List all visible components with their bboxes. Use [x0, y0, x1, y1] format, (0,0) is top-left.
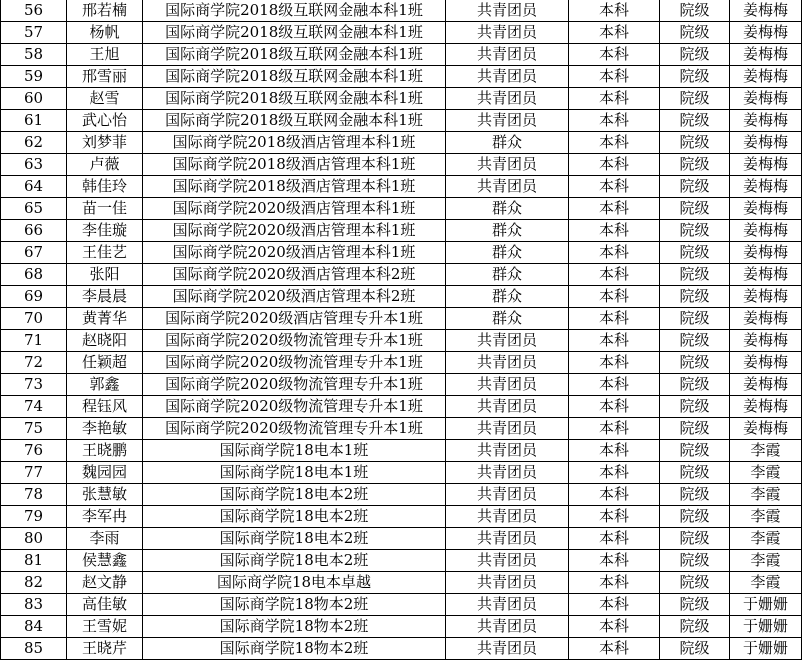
table-row — [1, 594, 802, 616]
student-name-cell: 刘梦菲 — [67, 132, 143, 154]
row-number-cell: 71 — [1, 330, 67, 352]
political-status-cell: 共青团员 — [446, 550, 569, 572]
student-name-cell: 邢若楠 — [67, 0, 143, 22]
political-status-cell: 共青团员 — [446, 440, 569, 462]
class-name-cell: 国际商学院18物本2班 — [143, 638, 446, 660]
education-level-cell: 本科 — [569, 396, 660, 418]
instructor-name-cell: 李霞 — [730, 528, 802, 550]
class-name-cell: 国际商学院2018级酒店管理本科1班 — [143, 132, 446, 154]
award-level-cell: 院级 — [660, 440, 730, 462]
political-status-cell: 共青团员 — [446, 154, 569, 176]
education-level-cell: 本科 — [569, 484, 660, 506]
instructor-name-cell: 姜梅梅 — [730, 220, 802, 242]
table-row — [1, 176, 802, 198]
political-status-cell: 群众 — [446, 308, 569, 330]
student-name-cell: 黄菁华 — [67, 308, 143, 330]
education-level-cell: 本科 — [569, 242, 660, 264]
class-name-cell: 国际商学院2018级互联网金融本科1班 — [143, 88, 446, 110]
row-number-cell: 72 — [1, 352, 67, 374]
row-number-cell: 83 — [1, 594, 67, 616]
instructor-name-cell: 姜梅梅 — [730, 22, 802, 44]
instructor-name-cell: 姜梅梅 — [730, 88, 802, 110]
education-level-cell: 本科 — [569, 132, 660, 154]
political-status-cell: 共青团员 — [446, 0, 569, 22]
student-name-cell: 程钰风 — [67, 396, 143, 418]
class-name-cell: 国际商学院18电本2班 — [143, 528, 446, 550]
political-status-cell: 群众 — [446, 220, 569, 242]
instructor-name-cell: 姜梅梅 — [730, 110, 802, 132]
political-status-cell: 共青团员 — [446, 110, 569, 132]
table-row — [1, 88, 802, 110]
political-status-cell: 群众 — [446, 242, 569, 264]
political-status-cell: 群众 — [446, 264, 569, 286]
education-level-cell: 本科 — [569, 22, 660, 44]
table-row — [1, 572, 802, 594]
education-level-cell: 本科 — [569, 286, 660, 308]
class-name-cell: 国际商学院2018级酒店管理本科1班 — [143, 176, 446, 198]
education-level-cell: 本科 — [569, 462, 660, 484]
award-level-cell: 院级 — [660, 88, 730, 110]
row-number-cell: 62 — [1, 132, 67, 154]
instructor-name-cell: 姜梅梅 — [730, 66, 802, 88]
row-number-cell: 60 — [1, 88, 67, 110]
education-level-cell: 本科 — [569, 616, 660, 638]
row-number-cell: 69 — [1, 286, 67, 308]
row-number-cell: 59 — [1, 66, 67, 88]
education-level-cell: 本科 — [569, 330, 660, 352]
political-status-cell: 共青团员 — [446, 66, 569, 88]
table-row — [1, 198, 802, 220]
student-name-cell: 侯慧鑫 — [67, 550, 143, 572]
political-status-cell: 共青团员 — [446, 528, 569, 550]
student-name-cell: 高佳敏 — [67, 594, 143, 616]
row-number-cell: 67 — [1, 242, 67, 264]
class-name-cell: 国际商学院2020级物流管理专升本1班 — [143, 330, 446, 352]
student-name-cell: 邢雪丽 — [67, 66, 143, 88]
award-level-cell: 院级 — [660, 44, 730, 66]
award-level-cell: 院级 — [660, 550, 730, 572]
table-row — [1, 44, 802, 66]
award-level-cell: 院级 — [660, 308, 730, 330]
class-name-cell: 国际商学院18电本1班 — [143, 462, 446, 484]
student-name-cell: 王晓鹏 — [67, 440, 143, 462]
table-row — [1, 132, 802, 154]
education-level-cell: 本科 — [569, 418, 660, 440]
instructor-name-cell: 李霞 — [730, 572, 802, 594]
student-name-cell: 杨帆 — [67, 22, 143, 44]
instructor-name-cell: 李霞 — [730, 440, 802, 462]
political-status-cell: 共青团员 — [446, 374, 569, 396]
student-name-cell: 任颖超 — [67, 352, 143, 374]
row-number-cell: 65 — [1, 198, 67, 220]
instructor-name-cell: 李霞 — [730, 550, 802, 572]
award-level-cell: 院级 — [660, 396, 730, 418]
row-number-cell: 63 — [1, 154, 67, 176]
award-level-cell: 院级 — [660, 132, 730, 154]
political-status-cell: 共青团员 — [446, 22, 569, 44]
class-name-cell: 国际商学院2020级酒店管理本科1班 — [143, 242, 446, 264]
student-name-cell: 张慧敏 — [67, 484, 143, 506]
class-name-cell: 国际商学院18电本1班 — [143, 440, 446, 462]
instructor-name-cell: 姜梅梅 — [730, 374, 802, 396]
instructor-name-cell: 姜梅梅 — [730, 396, 802, 418]
education-level-cell: 本科 — [569, 506, 660, 528]
education-level-cell: 本科 — [569, 176, 660, 198]
table-row — [1, 22, 802, 44]
education-level-cell: 本科 — [569, 66, 660, 88]
table-row — [1, 110, 802, 132]
class-name-cell: 国际商学院18物本2班 — [143, 616, 446, 638]
row-number-cell: 61 — [1, 110, 67, 132]
education-level-cell: 本科 — [569, 352, 660, 374]
education-level-cell: 本科 — [569, 154, 660, 176]
political-status-cell: 共青团员 — [446, 418, 569, 440]
student-name-cell: 李佳璇 — [67, 220, 143, 242]
award-level-cell: 院级 — [660, 616, 730, 638]
row-number-cell: 76 — [1, 440, 67, 462]
award-level-cell: 院级 — [660, 462, 730, 484]
row-number-cell: 73 — [1, 374, 67, 396]
table-row — [1, 440, 802, 462]
class-name-cell: 国际商学院2018级酒店管理本科1班 — [143, 154, 446, 176]
student-name-cell: 王佳艺 — [67, 242, 143, 264]
table-row — [1, 418, 802, 440]
award-level-cell: 院级 — [660, 506, 730, 528]
award-level-cell: 院级 — [660, 572, 730, 594]
student-name-cell: 武心怡 — [67, 110, 143, 132]
education-level-cell: 本科 — [569, 264, 660, 286]
table-row — [1, 264, 802, 286]
student-name-cell: 王旭 — [67, 44, 143, 66]
political-status-cell: 共青团员 — [446, 44, 569, 66]
row-number-cell: 56 — [1, 0, 67, 22]
class-name-cell: 国际商学院2018级互联网金融本科1班 — [143, 110, 446, 132]
award-level-cell: 院级 — [660, 22, 730, 44]
award-level-cell: 院级 — [660, 0, 730, 22]
instructor-name-cell: 于姗姗 — [730, 594, 802, 616]
row-number-cell: 66 — [1, 220, 67, 242]
table-row — [1, 374, 802, 396]
student-name-cell: 王晓芹 — [67, 638, 143, 660]
instructor-name-cell: 姜梅梅 — [730, 418, 802, 440]
award-level-cell: 院级 — [660, 528, 730, 550]
table-row — [1, 484, 802, 506]
table-row — [1, 242, 802, 264]
row-number-cell: 64 — [1, 176, 67, 198]
instructor-name-cell: 姜梅梅 — [730, 264, 802, 286]
row-number-cell: 58 — [1, 44, 67, 66]
political-status-cell: 共青团员 — [446, 330, 569, 352]
row-number-cell: 81 — [1, 550, 67, 572]
row-number-cell: 57 — [1, 22, 67, 44]
student-name-cell: 郭鑫 — [67, 374, 143, 396]
education-level-cell: 本科 — [569, 220, 660, 242]
student-name-cell: 赵文静 — [67, 572, 143, 594]
class-name-cell: 国际商学院2020级物流管理专升本1班 — [143, 418, 446, 440]
instructor-name-cell: 姜梅梅 — [730, 308, 802, 330]
table-row — [1, 220, 802, 242]
instructor-name-cell: 李霞 — [730, 484, 802, 506]
student-name-cell: 王雪妮 — [67, 616, 143, 638]
award-level-cell: 院级 — [660, 66, 730, 88]
class-name-cell: 国际商学院2020级酒店管理本科1班 — [143, 220, 446, 242]
class-name-cell: 国际商学院18电本2班 — [143, 506, 446, 528]
table-row — [1, 616, 802, 638]
row-number-cell: 74 — [1, 396, 67, 418]
political-status-cell: 群众 — [446, 198, 569, 220]
education-level-cell: 本科 — [569, 198, 660, 220]
award-level-cell: 院级 — [660, 176, 730, 198]
row-number-cell: 82 — [1, 572, 67, 594]
class-name-cell: 国际商学院18电本卓越 — [143, 572, 446, 594]
award-level-cell: 院级 — [660, 374, 730, 396]
row-number-cell: 79 — [1, 506, 67, 528]
instructor-name-cell: 姜梅梅 — [730, 154, 802, 176]
award-level-cell: 院级 — [660, 220, 730, 242]
class-name-cell: 国际商学院2020级物流管理专升本1班 — [143, 374, 446, 396]
class-name-cell: 国际商学院2020级酒店管理本科2班 — [143, 286, 446, 308]
table-row — [1, 154, 802, 176]
class-name-cell: 国际商学院2020级酒店管理本科1班 — [143, 198, 446, 220]
class-name-cell: 国际商学院2018级互联网金融本科1班 — [143, 22, 446, 44]
instructor-name-cell: 姜梅梅 — [730, 330, 802, 352]
political-status-cell: 共青团员 — [446, 176, 569, 198]
student-name-cell: 李军冉 — [67, 506, 143, 528]
award-level-cell: 院级 — [660, 418, 730, 440]
instructor-name-cell: 姜梅梅 — [730, 176, 802, 198]
award-level-cell: 院级 — [660, 286, 730, 308]
student-name-cell: 魏园园 — [67, 462, 143, 484]
table-row — [1, 286, 802, 308]
education-level-cell: 本科 — [569, 594, 660, 616]
instructor-name-cell: 姜梅梅 — [730, 352, 802, 374]
table-row — [1, 0, 802, 22]
class-name-cell: 国际商学院2020级物流管理专升本1班 — [143, 396, 446, 418]
table-row — [1, 506, 802, 528]
student-name-cell: 赵雪 — [67, 88, 143, 110]
award-level-cell: 院级 — [660, 638, 730, 660]
student-name-cell: 苗一佳 — [67, 198, 143, 220]
political-status-cell: 群众 — [446, 286, 569, 308]
class-name-cell: 国际商学院18物本2班 — [143, 594, 446, 616]
class-name-cell: 国际商学院2020级酒店管理本科2班 — [143, 264, 446, 286]
political-status-cell: 群众 — [446, 132, 569, 154]
instructor-name-cell: 姜梅梅 — [730, 132, 802, 154]
table-row — [1, 330, 802, 352]
political-status-cell: 共青团员 — [446, 352, 569, 374]
table-row — [1, 550, 802, 572]
instructor-name-cell: 姜梅梅 — [730, 286, 802, 308]
table-body — [1, 0, 802, 660]
class-name-cell: 国际商学院18电本2班 — [143, 550, 446, 572]
row-number-cell: 78 — [1, 484, 67, 506]
education-level-cell: 本科 — [569, 308, 660, 330]
education-level-cell: 本科 — [569, 374, 660, 396]
class-name-cell: 国际商学院2018级互联网金融本科1班 — [143, 44, 446, 66]
instructor-name-cell: 李霞 — [730, 506, 802, 528]
row-number-cell: 70 — [1, 308, 67, 330]
student-name-cell: 赵晓阳 — [67, 330, 143, 352]
instructor-name-cell: 姜梅梅 — [730, 198, 802, 220]
instructor-name-cell: 于姗姗 — [730, 616, 802, 638]
award-level-cell: 院级 — [660, 352, 730, 374]
award-level-cell: 院级 — [660, 264, 730, 286]
table-row — [1, 308, 802, 330]
education-level-cell: 本科 — [569, 44, 660, 66]
award-level-cell: 院级 — [660, 594, 730, 616]
instructor-name-cell: 姜梅梅 — [730, 242, 802, 264]
political-status-cell: 共青团员 — [446, 616, 569, 638]
education-level-cell: 本科 — [569, 110, 660, 132]
instructor-name-cell: 姜梅梅 — [730, 44, 802, 66]
row-number-cell: 85 — [1, 638, 67, 660]
education-level-cell: 本科 — [569, 572, 660, 594]
student-name-cell: 卢薇 — [67, 154, 143, 176]
class-name-cell: 国际商学院18电本2班 — [143, 484, 446, 506]
education-level-cell: 本科 — [569, 550, 660, 572]
row-number-cell: 84 — [1, 616, 67, 638]
political-status-cell: 共青团员 — [446, 594, 569, 616]
student-name-cell: 李雨 — [67, 528, 143, 550]
table-row — [1, 638, 802, 660]
table-row — [1, 396, 802, 418]
class-name-cell: 国际商学院2018级互联网金融本科1班 — [143, 66, 446, 88]
class-name-cell: 国际商学院2018级互联网金融本科1班 — [143, 0, 446, 22]
row-number-cell: 77 — [1, 462, 67, 484]
table-row — [1, 528, 802, 550]
education-level-cell: 本科 — [569, 440, 660, 462]
award-level-cell: 院级 — [660, 154, 730, 176]
student-name-cell: 李艳敏 — [67, 418, 143, 440]
row-number-cell: 75 — [1, 418, 67, 440]
student-name-cell: 张阳 — [67, 264, 143, 286]
political-status-cell: 共青团员 — [446, 572, 569, 594]
political-status-cell: 共青团员 — [446, 506, 569, 528]
row-number-cell: 68 — [1, 264, 67, 286]
education-level-cell: 本科 — [569, 88, 660, 110]
student-name-cell: 韩佳玲 — [67, 176, 143, 198]
education-level-cell: 本科 — [569, 0, 660, 22]
award-level-cell: 院级 — [660, 330, 730, 352]
table-row — [1, 352, 802, 374]
award-level-cell: 院级 — [660, 242, 730, 264]
political-status-cell: 共青团员 — [446, 462, 569, 484]
table-row — [1, 462, 802, 484]
instructor-name-cell: 姜梅梅 — [730, 0, 802, 22]
table-row — [1, 66, 802, 88]
political-status-cell: 共青团员 — [446, 88, 569, 110]
political-status-cell: 共青团员 — [446, 638, 569, 660]
instructor-name-cell: 李霞 — [730, 462, 802, 484]
class-name-cell: 国际商学院2020级物流管理专升本1班 — [143, 352, 446, 374]
award-level-cell: 院级 — [660, 198, 730, 220]
class-name-cell: 国际商学院2020级酒店管理专升本1班 — [143, 308, 446, 330]
education-level-cell: 本科 — [569, 528, 660, 550]
political-status-cell: 共青团员 — [446, 396, 569, 418]
instructor-name-cell: 于姗姗 — [730, 638, 802, 660]
education-level-cell: 本科 — [569, 638, 660, 660]
student-name-cell: 李晨晨 — [67, 286, 143, 308]
award-level-cell: 院级 — [660, 110, 730, 132]
political-status-cell: 共青团员 — [446, 484, 569, 506]
row-number-cell: 80 — [1, 528, 67, 550]
award-level-cell: 院级 — [660, 484, 730, 506]
